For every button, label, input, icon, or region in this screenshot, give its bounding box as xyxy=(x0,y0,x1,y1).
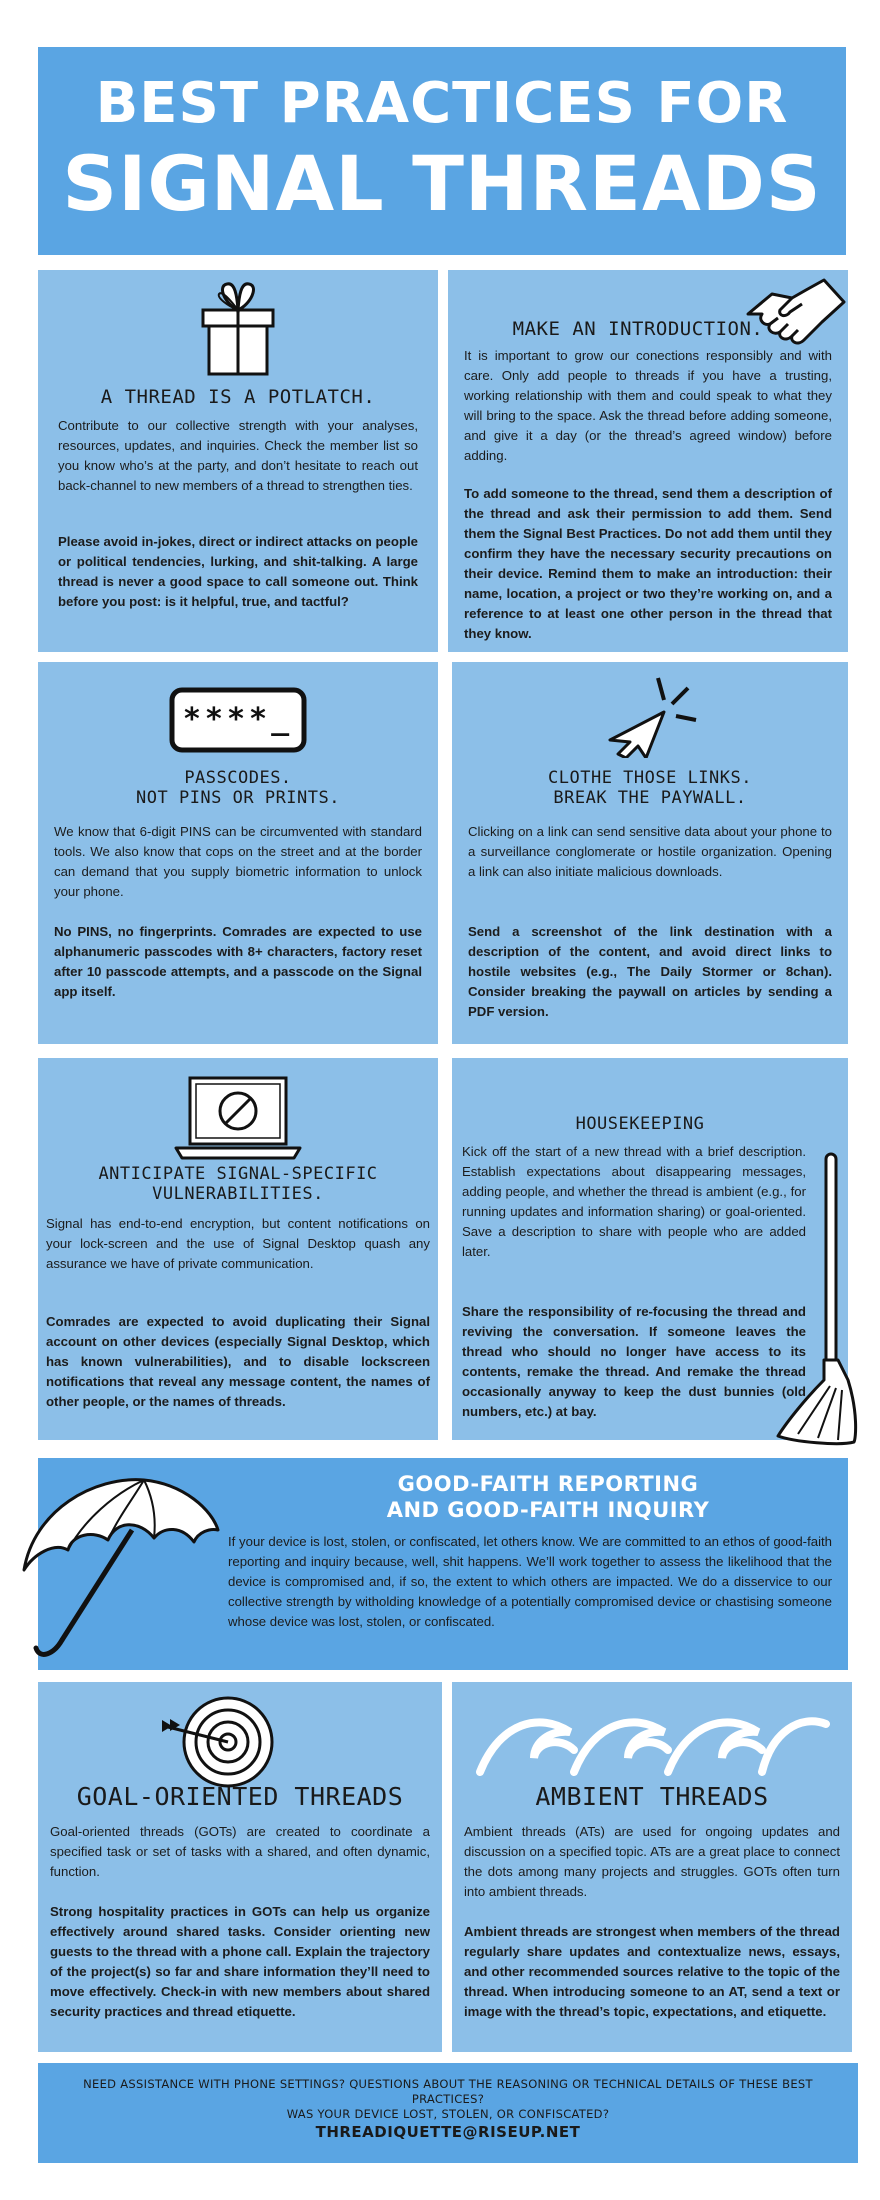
page-title-line1: BEST PRACTICES FOR xyxy=(95,71,789,136)
card-vulnerabilities xyxy=(38,1058,438,1440)
card-text: If your device is lost, stolen, or confiscated, let others know. We are committed to an ethos of good-faith reporting and inquiry because, well, shit happens. We’ll work together to assess the likelihood that the device is compromised and, if so, the extent to which others are impacted. We do a disservice to our collective strength by witholding knowledge of a potentially compromised device or chastising someone whose device was lost, stolen, or confiscated. xyxy=(228,1534,832,1629)
card-title: A THREAD IS A POTLATCH. xyxy=(100,386,376,408)
card-title-line2: VULNERABILITIES. xyxy=(152,1184,324,1204)
card-potlatch xyxy=(38,270,438,652)
card-text: Goal-oriented threads (GOTs) are created to coordinate a specified task or set of tasks with a shared, and often dynamic, function. xyxy=(50,1824,430,1879)
card-text-bold: Strong hospitality practices in GOTs can help us organize effectively around shared tasks. Consider orienting new guests to the thread with a phone call. Explain the trajectory of the project(s) so far and share information they’ll need to move effectively. Check-in with new members about shared security practices and thread etiquette. xyxy=(50,1904,430,2019)
card-text: Ambient threads (ATs) are used for ongoing updates and discussion on a specified topic. ATs are a great place to connect the dots among many projects and struggles. GOTs often turn into ambient threads. xyxy=(464,1824,840,1899)
target-icon xyxy=(158,1692,278,1792)
card-text: We know that 6-digit PINS can be circumvented with standard tools. We also know that cops on the street and at the border can demand that you supply biometric information to unlock your phone. xyxy=(54,824,422,899)
card-links xyxy=(452,662,848,1044)
card-title: HOUSEKEEPING xyxy=(575,1114,705,1134)
footer-question-line1: NEED ASSISTANCE WITH PHONE SETTINGS? QUESTIONS ABOUT THE REASONING OR TECHNICAL DETAILS OF THESE BEST PRACTICES? xyxy=(83,2077,813,2106)
card-title: MAKE AN INTRODUCTION. xyxy=(512,318,764,340)
footer-question xyxy=(48,2077,848,2122)
contact-email-link[interactable]: THREADIQUETTE@RISEUP.NET xyxy=(315,2123,581,2141)
laptop-blocked-icon xyxy=(172,1074,304,1164)
card-title: AMBIENT THREADS xyxy=(535,1782,769,1811)
footer xyxy=(38,2063,858,2163)
card-text-bold: Comrades are expected to avoid duplicating their Signal account on other devices (especially Signal Desktop, which has known vulnerabilities), and to disable lockscreen notifications that reveal any message content, the names of other people, or the names of threads. xyxy=(46,1314,430,1409)
card-title-line1: GOOD-FAITH REPORTING xyxy=(397,1472,699,1496)
page-title-line2: SIGNAL THREADS xyxy=(62,139,822,228)
card-passcodes xyxy=(38,662,438,1044)
card-title-line2: NOT PINS OR PRINTS. xyxy=(136,788,340,808)
card-title-line1: PASSCODES. xyxy=(184,768,292,788)
card-text: It is important to grow our conections responsibly and with care. Only add people to threads if you have a trusting, working relationship with them and could speak to what they will bring to the space. Ask the thread before adding someone, and give it a day (or the thread’s agreed window) before adding. xyxy=(464,348,832,463)
card-title: GOAL-ORIENTED THREADS xyxy=(76,1782,404,1811)
card-text: Clicking on a link can send sensitive data about your phone to a surveillance conglomerate or hostile organization. Opening a link can also initiate malicious downloads. xyxy=(468,824,832,879)
card-text: Contribute to our collective strength with your analyses, resources, updates, and inquiries. Check the member list so you know who’s at the party, and don’t hesitate to reach out back-channel to new members of a thread to strengthen ties. xyxy=(58,418,418,493)
broom-icon xyxy=(774,1150,860,1450)
card-text: Signal has end-to-end encryption, but content notifications on your lock-screen and the use of Signal Desktop quash any assurance we have of private communication. xyxy=(46,1216,430,1271)
card-text: Kick off the start of a new thread with a brief description. Establish expectations about disappearing messages, adding people, and whether the thread is ambient (e.g., for running updates and information sharing) or goal-oriented. Save a description to share with people who are added later. xyxy=(462,1144,806,1259)
waves-icon xyxy=(470,1702,834,1782)
page-header xyxy=(38,47,846,255)
card-title-line1: CLOTHE THOSE LINKS. xyxy=(548,768,752,788)
card-text-bold: Send a screenshot of the link destination with a description of the content, and avoid direct links to hostile websites (e.g., The Daily Stormer or 8chan). Consider breaking the paywall on articles by sending a PDF version. xyxy=(468,924,832,1019)
card-ambient xyxy=(452,1682,852,2052)
passcode-screen-text: ****_ xyxy=(182,702,294,737)
card-title-line1: ANTICIPATE SIGNAL-SPECIFIC xyxy=(98,1164,378,1184)
card-title-line2: BREAK THE PAYWALL. xyxy=(553,788,747,808)
gift-icon xyxy=(195,278,281,378)
card-text-bold: To add someone to the thread, send them a description of the thread and ask their permission to add them. Send them the Signal Best Practices. Do not add them until they confirm they have the necessary security precautions on their device. Remind them to make an introduction: their name, location, a project or two they’re working on, and a reference to at least one other person in the thread that they know. xyxy=(464,486,832,641)
card-text-bold: Share the responsibility of re-focusing the thread and reviving the conversation. If someone leaves the thread who should no longer have access to its contents, remake the thread. And remake the thread occasionally anyway to keep the dust bunnies (old numbers, etc.) at bay. xyxy=(462,1304,806,1419)
card-text-bold: No PINS, no fingerprints. Comrades are expected to use alphanumeric passcodes with 8+ characters, factory reset after 10 passcode attempts, and a passcode on the Signal app itself. xyxy=(54,924,422,999)
card-goal-oriented xyxy=(38,1682,442,2052)
card-text-bold: Ambient threads are strongest when members of the thread regularly share updates and contextualize news, essays, and other recommended sources relative to the topic of the thread. When introducing someone to an AT, send a text or image with the thread’s topic, expectations, and etiquette. xyxy=(464,1924,840,2019)
cursor-click-icon xyxy=(602,674,698,758)
handshake-icon xyxy=(744,272,848,352)
umbrella-icon xyxy=(14,1470,224,1670)
card-text-bold: Please avoid in-jokes, direct or indirect attacks on people or political tendencies, lurking, and shit-talking. A large thread is never a good space to call someone out. Think before you post: is it helpful, true, and tactful? xyxy=(58,534,418,609)
card-introduction xyxy=(448,270,848,652)
footer-question-line2: WAS YOUR DEVICE LOST, STOLEN, OR CONFISCATED? xyxy=(286,2107,610,2121)
card-title-line2: AND GOOD-FAITH INQUIRY xyxy=(386,1498,710,1522)
